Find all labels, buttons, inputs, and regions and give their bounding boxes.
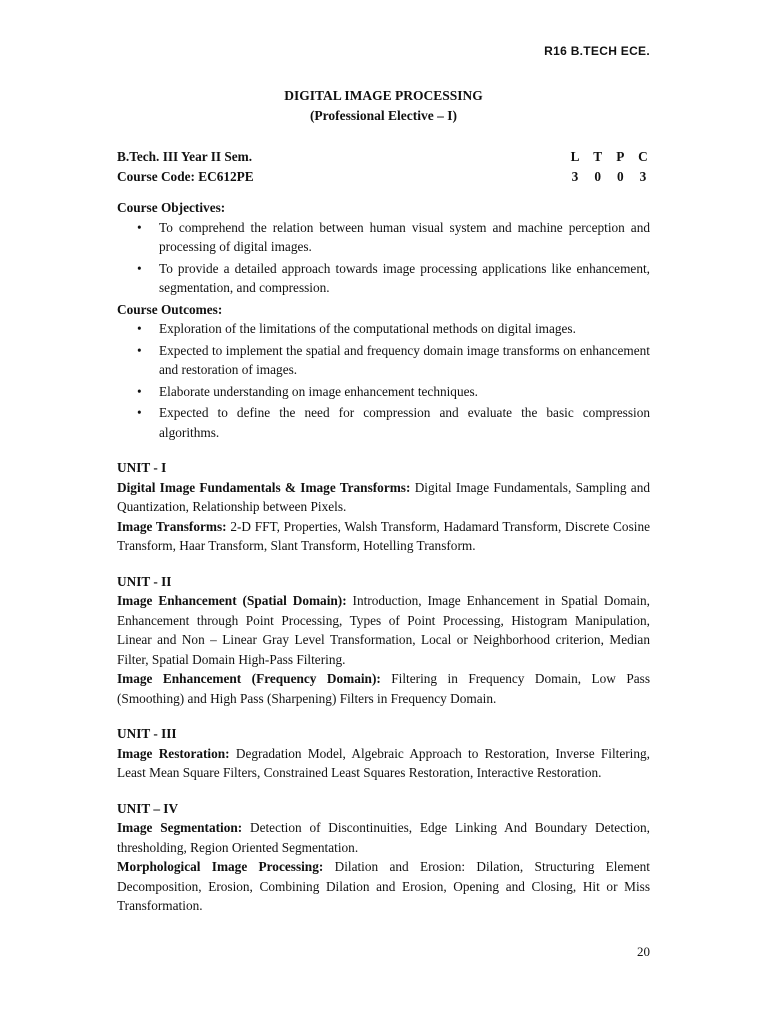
- topic-text: 2-D FFT, Properties, Walsh Transform, Hadamard Transform, Discrete Cosine Transform, Haar Transform, Slant Transform, Hotelling Transform.: [117, 518, 650, 553]
- topic-term: Image Transforms:: [117, 518, 227, 534]
- list-item: • To comprehend the relation between human visual system and machine perception and processing of digital images.: [159, 218, 650, 257]
- course-info-row-1: [117, 147, 650, 167]
- topic-term: Image Enhancement (Spatial Domain):: [117, 593, 347, 608]
- document-header-code: R16 B.TECH ECE.: [544, 44, 650, 58]
- ltpc-label: C: [638, 149, 648, 164]
- unit-paragraph: [117, 669, 650, 708]
- unit-heading: UNIT – IV: [117, 800, 179, 816]
- ltpc-value: 3: [571, 168, 579, 184]
- list-item: • Expected to implement the spatial and frequency domain image transforms on enhancement and restoration of images.: [159, 341, 650, 380]
- syllabus-page: [117, 86, 650, 916]
- topic-text: Digital Image Fundamentals, Sampling and Quantization, Relationship between Pixels.: [117, 479, 651, 514]
- objectives-heading: Course Objectives:: [117, 200, 226, 215]
- unit-heading: UNIT - II: [117, 573, 172, 589]
- topic-text: Dilation and Erosion: Dilation, Structuring Element Decomposition, Erosion, Combining Dilation and Erosion, Opening and Closing, Hit or Miss Transformation.: [117, 859, 650, 913]
- ltpc-values: [568, 167, 650, 187]
- topic-term: Digital Image Fundamentals & Image Transforms:: [117, 479, 411, 495]
- page-number: 20: [637, 944, 650, 959]
- year-sem-label: B.Tech. III Year II Sem.: [117, 149, 253, 164]
- outcomes-heading: Course Outcomes:: [117, 301, 223, 317]
- topic-term: Image Enhancement (Frequency Domain):: [117, 671, 381, 686]
- ltpc-labels: [568, 147, 650, 167]
- objectives-list: [117, 218, 650, 298]
- topic-term: Morphological Image Processing:: [117, 859, 324, 874]
- course-subtitle: (Professional Elective – I): [309, 108, 458, 123]
- unit-paragraph: [117, 517, 650, 556]
- ltpc-value: 0: [594, 168, 601, 184]
- outcomes-list: [117, 319, 650, 442]
- unit-paragraph: [117, 857, 650, 916]
- topic-text: Filtering in Frequency Domain, Low Pass (Smoothing) and High Pass (Sharpening) Filters in Frequency Domain.: [117, 671, 650, 706]
- topic-text: Introduction, Image Enhancement in Spatial Domain, Enhancement through Point Processing, Types of Point Processing, Histogram Manipulation, Linear and Non – Linear Gray Level Transformation, Local or Neighborhood criterion, Median Filter, Spatial Domain High-Pass Filtering.: [117, 593, 650, 667]
- list-item: • Elaborate understanding on image enhancement techniques.: [159, 382, 650, 402]
- topic-text: Detection of Discontinuities, Edge Linking And Boundary Detection, thresholding, Region Oriented Segmentation.: [117, 820, 651, 855]
- topic-term: Image Restoration:: [117, 745, 230, 761]
- unit-paragraph: [117, 591, 650, 669]
- unit-heading: UNIT - I: [117, 460, 167, 475]
- unit-paragraph: [117, 818, 650, 857]
- course-title: DIGITAL IMAGE PROCESSING: [284, 88, 483, 103]
- ltpc-value: 3: [639, 168, 647, 184]
- list-item: • Exploration of the limitations of the computational methods on digital images.: [159, 319, 650, 339]
- ltpc-value: 0: [616, 168, 624, 184]
- ltpc-label: L: [570, 149, 580, 164]
- list-item: • To provide a detailed approach towards image processing applications like enhancement, segmentation, and compression.: [159, 259, 650, 298]
- unit-paragraph: [117, 744, 650, 783]
- course-code: Course Code: EC612PE: [117, 168, 254, 184]
- topic-term: Image Segmentation:: [117, 820, 243, 835]
- topic-text: Degradation Model, Algebraic Approach to Restoration, Inverse Filtering, Least Mean Square Filters, Constrained Least Squares Restoration, Interactive Restoration.: [117, 745, 650, 780]
- list-item: • Expected to define the need for compression and evaluate the basic compression algorithms.: [159, 403, 650, 442]
- ltpc-label: T: [593, 149, 603, 164]
- unit-heading: UNIT - III: [117, 726, 177, 741]
- ltpc-label: P: [616, 149, 625, 164]
- course-info-row-2: [117, 167, 650, 187]
- unit-paragraph: [117, 478, 650, 517]
